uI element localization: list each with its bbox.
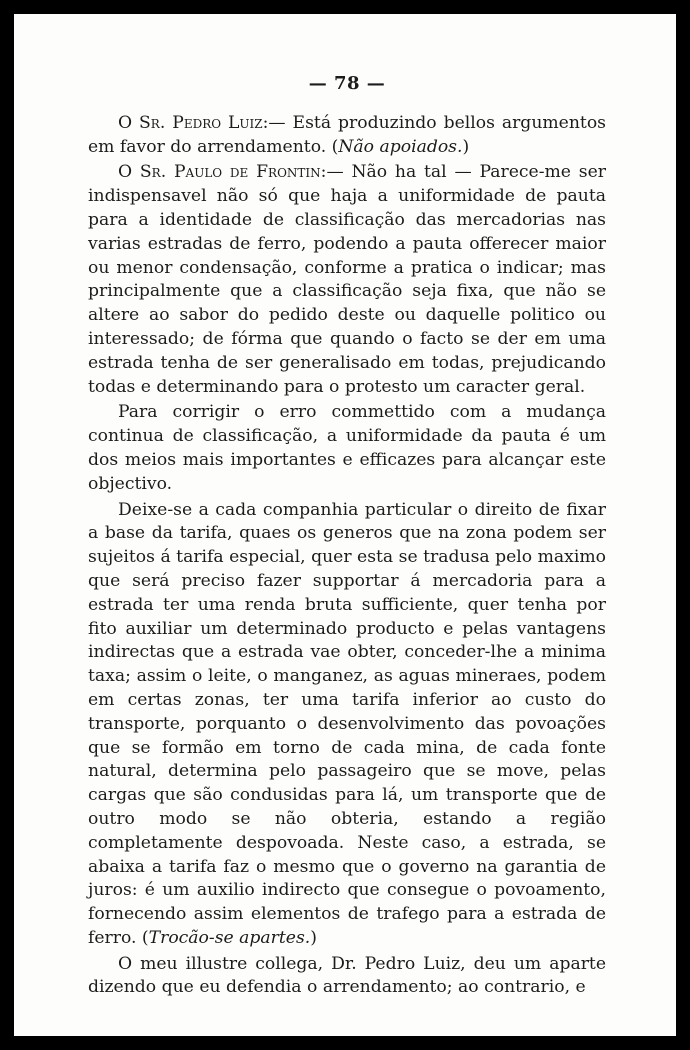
paragraph-5 [88, 953, 606, 1001]
paragraph-text: — Não ha tal — Parece-me ser indispensavel não só que haja a uniformidade de pauta para a identidade de classificação das mercadorias nas varias estradas de ferro, podendo a pauta offerecer maior ou menor condensação, conforme a pratica o indicar; mas principalmente que a classificação seja fixa, que não se altere ao sabor do pedido deste ou daquelle politico ou interessado; de fórma que quando o facto se der em uma estrada tenha de ser generalisado em todas, prejudicando todas e determinando para o protesto um caracter geral. [88, 162, 606, 397]
speaker-name: O Sr. Pedro Luiz: [118, 112, 269, 133]
paragraph-text: O meu illustre collega, Dr. Pedro Luiz, deu um aparte dizendo que eu defendia o arrendamento; ao contrario, e [88, 953, 606, 998]
aside-close: ) [310, 927, 317, 948]
aside-note: Não apoiados. [338, 136, 463, 157]
aside-note: Trocão-se apartes. [148, 927, 311, 948]
speaker-name: O Sr. Paulo de Frontin: [118, 162, 327, 183]
page-number: — 78 — [308, 73, 386, 94]
paragraph-text: Deixe-se a cada companhia particular o direito de fixar a base da tarifa, quaes os generos que na zona podem ser sujeitos á tarifa especial, quer esta se tradusa pelo maximo que será preciso fazer supportar á mercadoria para a estrada ter uma renda bruta sufficiente, quer tenha por fito auxiliar um determinado producto e pelas vantagens indirectas que a estrada vae obter, conceder-lhe a minima taxa; assim o leite, o manganez, as aguas mineraes, podem em certas zonas, ter uma tarifa inferior ao custo do transporte, porquanto o desenvolvimento das povoações que se formão em torno de cada mina, de cada fonte natural, determina pelo passageiro que se move, pelas cargas que são condusidas para lá, um transporte que de outro modo se não obteria, estando a região completamente despovoada. Neste caso, a estrada, se abaixa a tarifa faz o mesmo que o governo na garantia de juros: é um auxilio indirecto que consegue o povoamento, fornecendo assim elementos de trafego para a estrada de ferro. ( [88, 499, 606, 948]
paragraph-text: — Está produzindo bellos argumentos em favor do arrendamento. ( [88, 112, 606, 157]
page-content [88, 72, 606, 1000]
paragraph-2 [88, 161, 606, 399]
document-page [14, 14, 676, 1036]
paragraph-text: Para corrigir o erro commettido com a mudança continua de classificação, a uniformidade da pauta é um dos meios mais importantes e efficazes para alcançar este objectivo. [88, 402, 606, 494]
paragraph-1 [88, 112, 606, 160]
aside-close: ) [462, 136, 470, 157]
paragraph-4 [88, 499, 606, 951]
paragraph-3 [88, 401, 606, 496]
